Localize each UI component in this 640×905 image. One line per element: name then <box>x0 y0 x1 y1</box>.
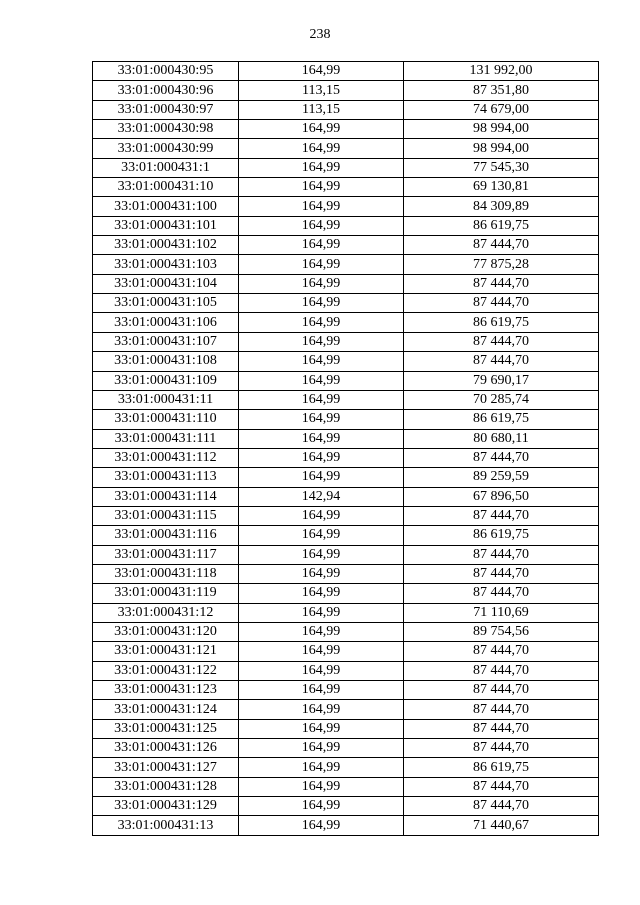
area-cell: 164,99 <box>239 642 404 661</box>
area-cell: 164,99 <box>239 158 404 177</box>
area-cell: 164,99 <box>239 468 404 487</box>
cadastral-number-cell: 33:01:000430:98 <box>93 120 239 139</box>
area-cell: 164,99 <box>239 777 404 796</box>
cadastral-number-cell: 33:01:000431:111 <box>93 429 239 448</box>
area-cell: 164,99 <box>239 410 404 429</box>
table-row <box>93 216 599 235</box>
value-cell: 87 444,70 <box>404 506 599 525</box>
cadastral-number-cell: 33:01:000431:106 <box>93 313 239 332</box>
cadastral-number-cell: 33:01:000431:127 <box>93 758 239 777</box>
cadastral-number-cell: 33:01:000431:115 <box>93 506 239 525</box>
cadastral-number-cell: 33:01:000430:95 <box>93 62 239 81</box>
area-cell: 164,99 <box>239 797 404 816</box>
cadastral-number-cell: 33:01:000431:12 <box>93 603 239 622</box>
table-row <box>93 526 599 545</box>
area-cell: 113,15 <box>239 100 404 119</box>
table-row <box>93 332 599 351</box>
value-cell: 87 444,70 <box>404 332 599 351</box>
cadastral-number-cell: 33:01:000431:125 <box>93 719 239 738</box>
table-row <box>93 545 599 564</box>
table-row <box>93 390 599 409</box>
table-row <box>93 294 599 313</box>
cadastral-number-cell: 33:01:000431:114 <box>93 487 239 506</box>
cadastral-number-cell: 33:01:000431:124 <box>93 700 239 719</box>
value-cell: 77 545,30 <box>404 158 599 177</box>
value-cell: 87 444,70 <box>404 545 599 564</box>
cadastral-number-cell: 33:01:000431:118 <box>93 564 239 583</box>
value-cell: 77 875,28 <box>404 255 599 274</box>
cadastral-number-cell: 33:01:000431:113 <box>93 468 239 487</box>
area-cell: 164,99 <box>239 274 404 293</box>
cadastral-number-cell: 33:01:000431:128 <box>93 777 239 796</box>
table-row <box>93 700 599 719</box>
value-cell: 87 444,70 <box>404 777 599 796</box>
value-cell: 98 994,00 <box>404 120 599 139</box>
table-row <box>93 797 599 816</box>
table-row <box>93 313 599 332</box>
area-cell: 164,99 <box>239 178 404 197</box>
area-cell: 164,99 <box>239 120 404 139</box>
area-cell: 164,99 <box>239 62 404 81</box>
table-row <box>93 816 599 835</box>
area-cell: 164,99 <box>239 622 404 641</box>
table-row <box>93 487 599 506</box>
table-row <box>93 622 599 641</box>
table-row <box>93 410 599 429</box>
cadastral-number-cell: 33:01:000431:123 <box>93 681 239 700</box>
area-cell: 164,99 <box>239 371 404 390</box>
cadastral-number-cell: 33:01:000431:108 <box>93 352 239 371</box>
area-cell: 164,99 <box>239 332 404 351</box>
table-row <box>93 100 599 119</box>
table-row <box>93 197 599 216</box>
cadastral-number-cell: 33:01:000431:104 <box>93 274 239 293</box>
value-cell: 131 992,00 <box>404 62 599 81</box>
table-row <box>93 739 599 758</box>
table-row <box>93 255 599 274</box>
cadastral-number-cell: 33:01:000431:116 <box>93 526 239 545</box>
value-cell: 87 444,70 <box>404 236 599 255</box>
value-cell: 87 444,70 <box>404 294 599 313</box>
value-cell: 79 690,17 <box>404 371 599 390</box>
table-row <box>93 158 599 177</box>
value-cell: 87 444,70 <box>404 642 599 661</box>
area-cell: 164,99 <box>239 390 404 409</box>
cadastral-number-cell: 33:01:000430:96 <box>93 81 239 100</box>
table-row <box>93 777 599 796</box>
area-cell: 142,94 <box>239 487 404 506</box>
value-cell: 87 444,70 <box>404 719 599 738</box>
table-row <box>93 178 599 197</box>
area-cell: 164,99 <box>239 584 404 603</box>
table-row <box>93 236 599 255</box>
cadastral-number-cell: 33:01:000431:121 <box>93 642 239 661</box>
area-cell: 164,99 <box>239 545 404 564</box>
cadastral-number-cell: 33:01:000431:10 <box>93 178 239 197</box>
value-cell: 87 444,70 <box>404 352 599 371</box>
value-cell: 89 259,59 <box>404 468 599 487</box>
table-row <box>93 584 599 603</box>
area-cell: 164,99 <box>239 448 404 467</box>
value-cell: 86 619,75 <box>404 410 599 429</box>
table-row <box>93 661 599 680</box>
table-row <box>93 429 599 448</box>
value-cell: 71 110,69 <box>404 603 599 622</box>
area-cell: 164,99 <box>239 719 404 738</box>
value-cell: 80 680,11 <box>404 429 599 448</box>
value-cell: 84 309,89 <box>404 197 599 216</box>
table-row <box>93 681 599 700</box>
value-cell: 67 896,50 <box>404 487 599 506</box>
cadastral-number-cell: 33:01:000431:112 <box>93 448 239 467</box>
value-cell: 87 444,70 <box>404 739 599 758</box>
table-row <box>93 448 599 467</box>
area-cell: 164,99 <box>239 197 404 216</box>
value-cell: 69 130,81 <box>404 178 599 197</box>
area-cell: 164,99 <box>239 294 404 313</box>
table-row <box>93 758 599 777</box>
area-cell: 164,99 <box>239 739 404 758</box>
table-row <box>93 352 599 371</box>
table-row <box>93 120 599 139</box>
area-cell: 164,99 <box>239 236 404 255</box>
table-row <box>93 274 599 293</box>
cadastral-number-cell: 33:01:000431:11 <box>93 390 239 409</box>
cadastral-number-cell: 33:01:000431:101 <box>93 216 239 235</box>
cadastral-number-cell: 33:01:000431:117 <box>93 545 239 564</box>
table-row <box>93 139 599 158</box>
value-cell: 87 351,80 <box>404 81 599 100</box>
value-cell: 86 619,75 <box>404 313 599 332</box>
value-cell: 86 619,75 <box>404 216 599 235</box>
area-cell: 113,15 <box>239 81 404 100</box>
cadastral-number-cell: 33:01:000431:107 <box>93 332 239 351</box>
area-cell: 164,99 <box>239 661 404 680</box>
value-cell: 98 994,00 <box>404 139 599 158</box>
table-row <box>93 62 599 81</box>
area-cell: 164,99 <box>239 352 404 371</box>
table-row <box>93 642 599 661</box>
area-cell: 164,99 <box>239 506 404 525</box>
cadastral-number-cell: 33:01:000431:105 <box>93 294 239 313</box>
value-cell: 86 619,75 <box>404 526 599 545</box>
value-cell: 89 754,56 <box>404 622 599 641</box>
value-cell: 87 444,70 <box>404 274 599 293</box>
area-cell: 164,99 <box>239 526 404 545</box>
table-row <box>93 506 599 525</box>
area-cell: 164,99 <box>239 216 404 235</box>
area-cell: 164,99 <box>239 313 404 332</box>
area-cell: 164,99 <box>239 255 404 274</box>
cadastral-number-cell: 33:01:000431:103 <box>93 255 239 274</box>
area-cell: 164,99 <box>239 603 404 622</box>
cadastral-number-cell: 33:01:000431:1 <box>93 158 239 177</box>
area-cell: 164,99 <box>239 816 404 835</box>
table-body <box>93 62 599 836</box>
area-cell: 164,99 <box>239 429 404 448</box>
cadastral-number-cell: 33:01:000431:110 <box>93 410 239 429</box>
table-row <box>93 719 599 738</box>
value-cell: 87 444,70 <box>404 661 599 680</box>
value-cell: 87 444,70 <box>404 448 599 467</box>
cadastre-table <box>92 61 599 836</box>
page-number: 238 <box>309 27 331 42</box>
cadastral-number-cell: 33:01:000431:102 <box>93 236 239 255</box>
area-cell: 164,99 <box>239 758 404 777</box>
value-cell: 70 285,74 <box>404 390 599 409</box>
area-cell: 164,99 <box>239 564 404 583</box>
area-cell: 164,99 <box>239 681 404 700</box>
value-cell: 87 444,70 <box>404 564 599 583</box>
cadastral-number-cell: 33:01:000431:13 <box>93 816 239 835</box>
value-cell: 87 444,70 <box>404 584 599 603</box>
cadastral-number-cell: 33:01:000430:99 <box>93 139 239 158</box>
cadastral-number-cell: 33:01:000431:109 <box>93 371 239 390</box>
table-row <box>93 603 599 622</box>
cadastral-number-cell: 33:01:000431:119 <box>93 584 239 603</box>
value-cell: 86 619,75 <box>404 758 599 777</box>
area-cell: 164,99 <box>239 700 404 719</box>
cadastral-number-cell: 33:01:000431:100 <box>93 197 239 216</box>
value-cell: 87 444,70 <box>404 700 599 719</box>
cadastral-number-cell: 33:01:000431:120 <box>93 622 239 641</box>
cadastral-number-cell: 33:01:000431:122 <box>93 661 239 680</box>
value-cell: 74 679,00 <box>404 100 599 119</box>
cadastral-number-cell: 33:01:000431:126 <box>93 739 239 758</box>
table-row <box>93 468 599 487</box>
cadastral-number-cell: 33:01:000430:97 <box>93 100 239 119</box>
cadastral-number-cell: 33:01:000431:129 <box>93 797 239 816</box>
value-cell: 87 444,70 <box>404 797 599 816</box>
value-cell: 87 444,70 <box>404 681 599 700</box>
table-row <box>93 81 599 100</box>
area-cell: 164,99 <box>239 139 404 158</box>
table-row <box>93 564 599 583</box>
table-row <box>93 371 599 390</box>
value-cell: 71 440,67 <box>404 816 599 835</box>
